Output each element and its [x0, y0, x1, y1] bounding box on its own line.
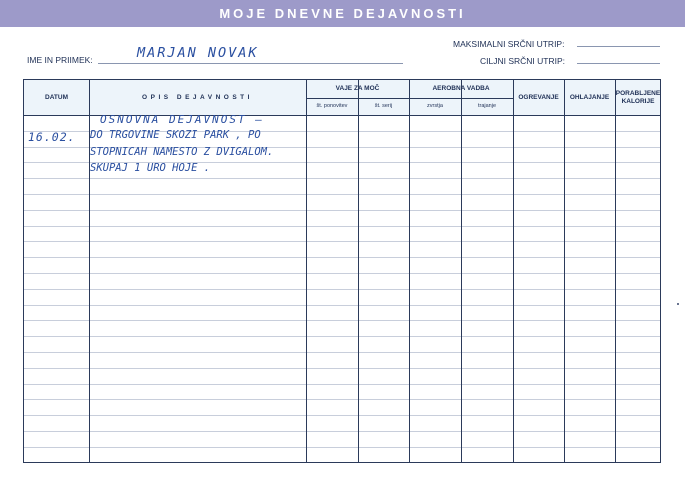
name-value: MARJAN NOVAK [137, 45, 259, 61]
name-label: IME IN PRIIMEK: [27, 55, 93, 65]
entry-line-2: STOPNICAH NAMESTO Z DVIGALOM. [90, 146, 274, 158]
column-divider [513, 80, 514, 462]
entry-line-1: DO TRGOVINE SKOZI PARK , PO [90, 129, 261, 141]
col-header-aerobic-type: zvrstja [427, 103, 443, 110]
target-hr-field-line[interactable] [577, 63, 660, 64]
col-header-warmup: OGREVANJE [518, 93, 559, 101]
column-divider [358, 80, 359, 462]
col-header-strength: VAJE ZA MOČ [335, 85, 380, 93]
column-divider [564, 80, 565, 462]
column-divider [306, 80, 307, 462]
title-bar [0, 0, 685, 27]
col-header-date: DATUM [45, 93, 68, 101]
column-divider [615, 80, 616, 462]
col-header-description: OPIS DEJAVNOSTI [142, 93, 253, 101]
max-hr-label: MAKSIMALNI SRČNI UTRIP: [453, 39, 565, 49]
col-header-calories: PORABLJENE KALORIJE [615, 90, 661, 105]
col-header-strength-sets: št. serij [374, 103, 393, 110]
target-hr-label: CILJNI SRČNI UTRIP: [480, 56, 566, 66]
max-hr-field-line[interactable] [577, 46, 660, 47]
margin-mark [677, 303, 679, 305]
col-header-cooldown: OHLAJANJE [569, 93, 610, 101]
col-header-strength-reps: št. ponovitev [316, 103, 348, 110]
col-header-aerobic: AEROBNA VADBA [432, 85, 490, 93]
entry-date: 16.02. [28, 130, 76, 144]
column-divider [409, 80, 410, 462]
column-divider [461, 80, 462, 462]
entry-line-3: SKUPAJ 1 URO HOJE . [90, 162, 211, 174]
page-title: MOJE DNEVNE DEJAVNOSTI [219, 6, 466, 21]
col-header-aerobic-duration: trajanje [477, 103, 497, 110]
name-field-line[interactable] [98, 63, 403, 64]
entry-heading: OSNOVNA DEJAVNOST — [100, 113, 264, 126]
